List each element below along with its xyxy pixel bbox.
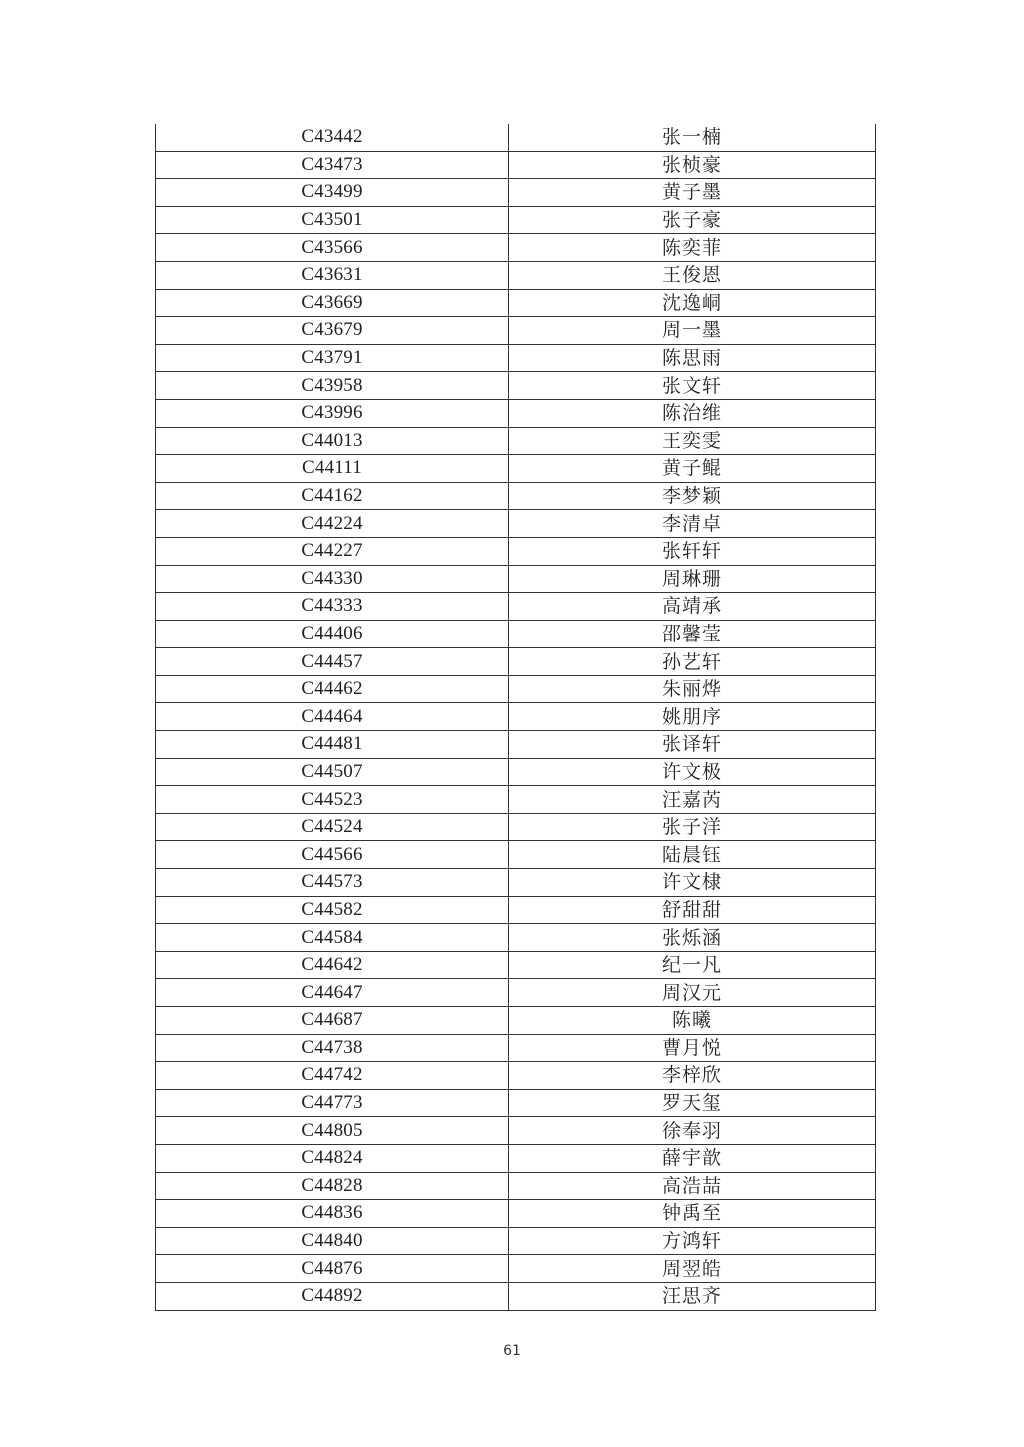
table-row bbox=[156, 620, 876, 648]
table-row bbox=[156, 1144, 876, 1172]
candidate-name-cell: 许文棣 bbox=[509, 869, 876, 897]
table-row bbox=[156, 1007, 876, 1035]
candidate-name-cell: 纪一凡 bbox=[509, 951, 876, 979]
candidate-name-cell: 张译轩 bbox=[509, 731, 876, 759]
candidate-id-cell: C44013 bbox=[156, 427, 509, 455]
candidate-name-cell: 陈曦 bbox=[509, 1007, 876, 1035]
table-row bbox=[156, 813, 876, 841]
candidate-name-cell: 汪嘉芮 bbox=[509, 786, 876, 814]
candidate-name-cell: 张子豪 bbox=[509, 206, 876, 234]
candidate-name-cell: 沈逸峒 bbox=[509, 289, 876, 317]
candidate-id-cell: C44162 bbox=[156, 482, 509, 510]
candidate-name-cell: 钟禹至 bbox=[509, 1200, 876, 1228]
table-row bbox=[156, 703, 876, 731]
table-row bbox=[156, 731, 876, 759]
candidate-id-cell: C44457 bbox=[156, 648, 509, 676]
candidate-name-cell: 高靖承 bbox=[509, 593, 876, 621]
candidate-id-cell: C44462 bbox=[156, 675, 509, 703]
table-row bbox=[156, 1089, 876, 1117]
candidate-id-cell: C44738 bbox=[156, 1034, 509, 1062]
table-row bbox=[156, 234, 876, 262]
candidate-name-cell: 周翌皓 bbox=[509, 1255, 876, 1283]
table-row bbox=[156, 786, 876, 814]
table-row bbox=[156, 1117, 876, 1145]
candidate-id-cell: C43669 bbox=[156, 289, 509, 317]
table-row bbox=[156, 1255, 876, 1283]
candidate-name-cell: 陆晨钰 bbox=[509, 841, 876, 869]
table-row bbox=[156, 869, 876, 897]
candidate-id-cell: C44566 bbox=[156, 841, 509, 869]
table-row bbox=[156, 206, 876, 234]
table-row bbox=[156, 979, 876, 1007]
table-row bbox=[156, 179, 876, 207]
table-row bbox=[156, 1200, 876, 1228]
table-row bbox=[156, 1034, 876, 1062]
candidate-id-cell: C43958 bbox=[156, 372, 509, 400]
table-row bbox=[156, 455, 876, 483]
table-row bbox=[156, 1282, 876, 1310]
candidate-id-cell: C43631 bbox=[156, 261, 509, 289]
candidate-id-cell: C44524 bbox=[156, 813, 509, 841]
table-row bbox=[156, 924, 876, 952]
candidate-name-cell: 曹月悦 bbox=[509, 1034, 876, 1062]
table-row bbox=[156, 758, 876, 786]
table-row bbox=[156, 1227, 876, 1255]
candidate-name-cell: 高浩喆 bbox=[509, 1172, 876, 1200]
candidate-name-cell: 黄子鲲 bbox=[509, 455, 876, 483]
candidate-id-cell: C44824 bbox=[156, 1144, 509, 1172]
table-row bbox=[156, 124, 876, 151]
candidate-name-cell: 周一墨 bbox=[509, 317, 876, 345]
candidate-id-cell: C44584 bbox=[156, 924, 509, 952]
table-row bbox=[156, 261, 876, 289]
candidate-id-cell: C44523 bbox=[156, 786, 509, 814]
candidate-name-cell: 许文极 bbox=[509, 758, 876, 786]
candidate-id-cell: C44507 bbox=[156, 758, 509, 786]
candidate-name-cell: 周汉元 bbox=[509, 979, 876, 1007]
page-number: 61 bbox=[503, 1343, 521, 1359]
table-row bbox=[156, 510, 876, 538]
table-row bbox=[156, 427, 876, 455]
candidate-id-cell: C44773 bbox=[156, 1089, 509, 1117]
candidate-name-cell: 李梦颖 bbox=[509, 482, 876, 510]
table-row bbox=[156, 317, 876, 345]
candidate-id-cell: C44647 bbox=[156, 979, 509, 1007]
candidate-id-cell: C44333 bbox=[156, 593, 509, 621]
candidate-id-cell: C44330 bbox=[156, 565, 509, 593]
candidate-id-cell: C43501 bbox=[156, 206, 509, 234]
table-row bbox=[156, 344, 876, 372]
candidate-name-cell: 薛宇歆 bbox=[509, 1144, 876, 1172]
candidate-id-cell: C43996 bbox=[156, 399, 509, 427]
table-row bbox=[156, 896, 876, 924]
candidate-name-cell: 张子洋 bbox=[509, 813, 876, 841]
candidate-name-cell: 陈治维 bbox=[509, 399, 876, 427]
candidate-id-cell: C43473 bbox=[156, 151, 509, 179]
candidate-id-cell: C43791 bbox=[156, 344, 509, 372]
table-row bbox=[156, 482, 876, 510]
candidate-name-cell: 孙艺轩 bbox=[509, 648, 876, 676]
candidate-id-cell: C43442 bbox=[156, 124, 509, 151]
candidate-name-cell: 张烁涵 bbox=[509, 924, 876, 952]
candidate-name-cell: 王奕雯 bbox=[509, 427, 876, 455]
candidate-id-cell: C44876 bbox=[156, 1255, 509, 1283]
candidate-name-cell: 陈奕菲 bbox=[509, 234, 876, 262]
candidate-id-cell: C44227 bbox=[156, 537, 509, 565]
candidate-name-cell: 周琳珊 bbox=[509, 565, 876, 593]
table-row bbox=[156, 951, 876, 979]
candidate-id-cell: C44742 bbox=[156, 1062, 509, 1090]
table-row bbox=[156, 648, 876, 676]
candidate-name-cell: 姚朋序 bbox=[509, 703, 876, 731]
candidate-name-cell: 朱丽烨 bbox=[509, 675, 876, 703]
roster-table-body bbox=[156, 124, 876, 1310]
table-row bbox=[156, 565, 876, 593]
candidate-id-cell: C44828 bbox=[156, 1172, 509, 1200]
candidate-name-cell: 张桢豪 bbox=[509, 151, 876, 179]
table-row bbox=[156, 372, 876, 400]
candidate-id-cell: C44481 bbox=[156, 731, 509, 759]
candidate-name-cell: 徐奉羽 bbox=[509, 1117, 876, 1145]
table-row bbox=[156, 1062, 876, 1090]
candidate-name-cell: 邵馨莹 bbox=[509, 620, 876, 648]
candidate-name-cell: 张轩轩 bbox=[509, 537, 876, 565]
table-row bbox=[156, 399, 876, 427]
table-row bbox=[156, 151, 876, 179]
candidate-name-cell: 李梓欣 bbox=[509, 1062, 876, 1090]
candidate-id-cell: C44573 bbox=[156, 869, 509, 897]
candidate-id-cell: C44464 bbox=[156, 703, 509, 731]
candidate-id-cell: C44687 bbox=[156, 1007, 509, 1035]
candidate-name-cell: 罗天玺 bbox=[509, 1089, 876, 1117]
candidate-name-cell: 方鸿轩 bbox=[509, 1227, 876, 1255]
table-row bbox=[156, 675, 876, 703]
table-row bbox=[156, 537, 876, 565]
candidate-name-cell: 李清卓 bbox=[509, 510, 876, 538]
candidate-name-cell: 张一楠 bbox=[509, 124, 876, 151]
candidate-id-cell: C43499 bbox=[156, 179, 509, 207]
candidate-name-cell: 舒甜甜 bbox=[509, 896, 876, 924]
candidate-name-cell: 汪思齐 bbox=[509, 1282, 876, 1310]
table-row bbox=[156, 1172, 876, 1200]
table-row bbox=[156, 841, 876, 869]
candidate-id-cell: C44840 bbox=[156, 1227, 509, 1255]
table-row bbox=[156, 593, 876, 621]
candidate-name-cell: 张文轩 bbox=[509, 372, 876, 400]
candidate-name-cell: 陈思雨 bbox=[509, 344, 876, 372]
candidate-id-cell: C44224 bbox=[156, 510, 509, 538]
roster-table-container bbox=[155, 124, 875, 1311]
candidate-id-cell: C44406 bbox=[156, 620, 509, 648]
candidate-name-cell: 黄子墨 bbox=[509, 179, 876, 207]
candidate-id-cell: C44642 bbox=[156, 951, 509, 979]
candidate-id-cell: C44892 bbox=[156, 1282, 509, 1310]
candidate-id-cell: C44836 bbox=[156, 1200, 509, 1228]
candidate-id-cell: C43679 bbox=[156, 317, 509, 345]
candidate-id-cell: C44582 bbox=[156, 896, 509, 924]
candidate-id-cell: C44805 bbox=[156, 1117, 509, 1145]
candidate-name-cell: 王俊恩 bbox=[509, 261, 876, 289]
roster-table bbox=[155, 124, 876, 1311]
table-row bbox=[156, 289, 876, 317]
candidate-id-cell: C44111 bbox=[156, 455, 509, 483]
candidate-id-cell: C43566 bbox=[156, 234, 509, 262]
